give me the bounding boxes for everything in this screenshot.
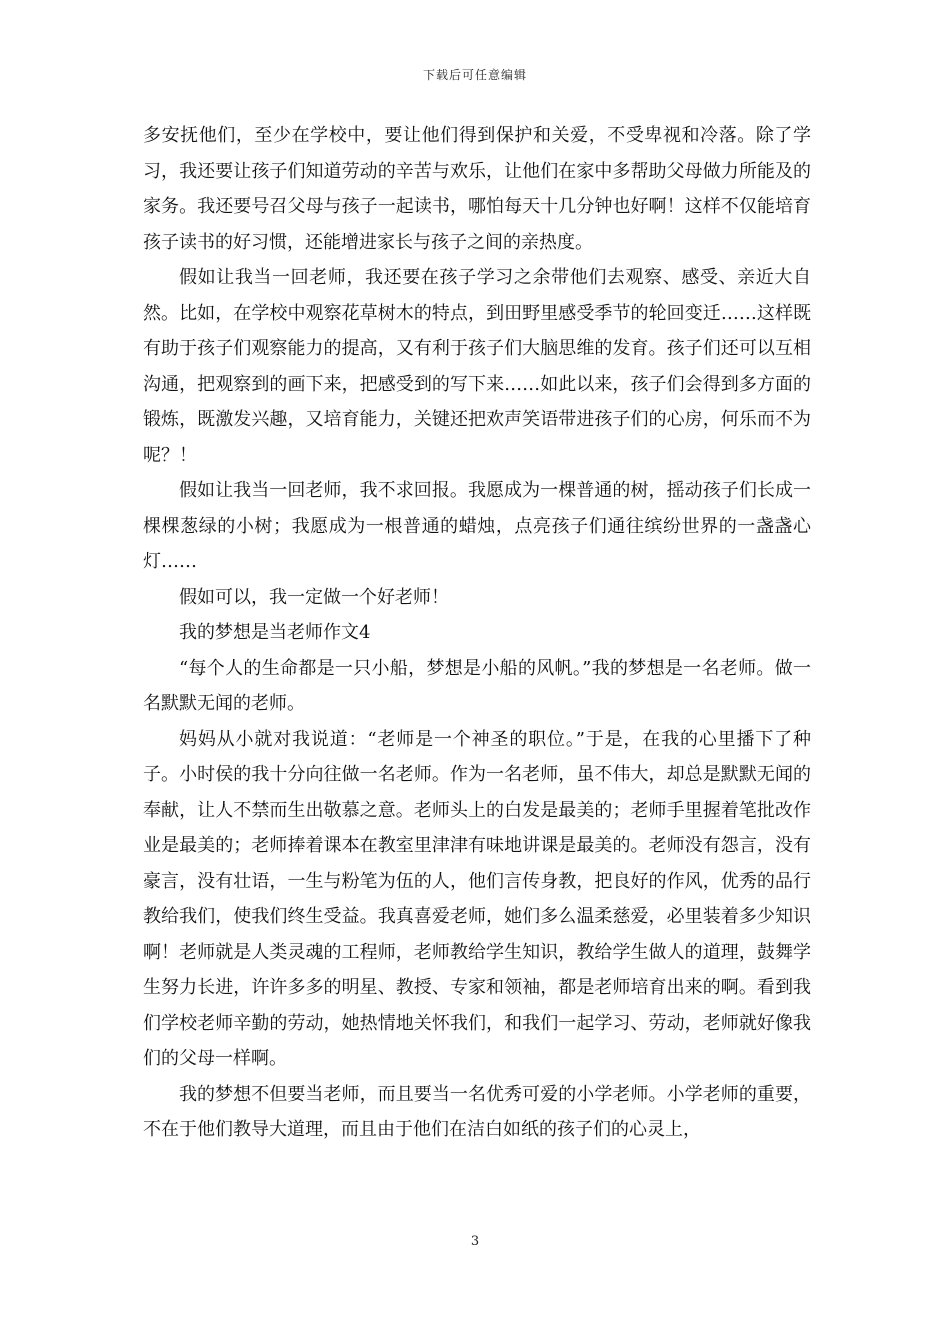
- paragraph-5: “每个人的生命都是一只小船，梦想是小船的风帆。”我的梦想是一名老师。做一名默默无闻的老师。: [143, 657, 811, 714]
- paragraph-3: 假如让我当一回老师，我不求回报。我愿成为一棵普通的树，摇动孩子们长成一棵棵葱绿的小树；我愿成为一根普通的蜡烛，点亮孩子们通往缤纷世界的一盏盏心灯……: [143, 480, 811, 572]
- paragraph-1: 多安抚他们，至少在学校中，要让他们得到保护和关爱，不受卑视和冷落。除了学习，我还要让孩子们知道劳动的辛苦与欢乐，让他们在家中多帮助父母做力所能及的家务。我还要号召父母与孩子一起读书，哪怕每天十几分钟也好啊！这样不仅能培育孩子读书的好习惯，还能增进家长与孩子之间的亲热度。: [143, 125, 811, 253]
- page-number: 3: [470, 1234, 480, 1249]
- section-title: 我的梦想是当老师作文4: [179, 622, 371, 643]
- paragraph-6: 妈妈从小就对我说道：“老师是一个神圣的职位。”于是，在我的心里播下了种子。小时侯的我十分向往做一名老师。作为一名老师，虽不伟大，却总是默默无闻的奉献，让人不禁而生出敬慕之意。老师头上的白发是最美的；老师手里握着笔批改作业是最美的；老师捧着课本在教室里津津有味地讲课是最美的。老师没有怨言，没有豪言，没有壮语，一生与粉笔为伍的人，他们言传身教，把良好的作风，优秀的品行教给我们，使我们终生受益。我真喜爱老师，她们多么温柔慈爱，必里装着多少知识啊！老师就是人类灵魂的工程师，老师教给学生知识，教给学生做人的道理，鼓舞学生努力长进，许许多多的明星、教授、专家和领袖，都是老师培育出来的啊。看到我们学校老师辛勤的劳动，她热情地关怀我们，和我们一起学习、劳动，老师就好像我们的父母一样啊。: [143, 728, 811, 1069]
- document-body: [143, 118, 811, 1148]
- paragraph-4: 假如可以，我一定做一个好老师！: [179, 586, 449, 608]
- paragraph-7: 我的梦想不但要当老师，而且要当一名优秀可爱的小学老师。小学老师的重要，不在于他们教导大道理，而且由于他们在洁白如纸的孩子们的心灵上，: [143, 1083, 811, 1140]
- page-header: 下载后可任意编辑: [422, 68, 527, 82]
- paragraph-2: 假如让我当一回老师，我还要在孩子学习之余带他们去观察、感受、亲近大自然。比如，在学校中观察花草树木的特点，到田野里感受季节的轮回变迁……这样既有助于孩子们观察能力的提高，又有利于孩子们大脑思维的发育。孩子们还可以互相沟通，把观察到的画下来，把感受到的写下来……如此以来，孩子们会得到多方面的锻炼，既激发兴趣，又培育能力，关键还把欢声笑语带进孩子们的心房，何乐而不为呢？！: [143, 267, 811, 466]
